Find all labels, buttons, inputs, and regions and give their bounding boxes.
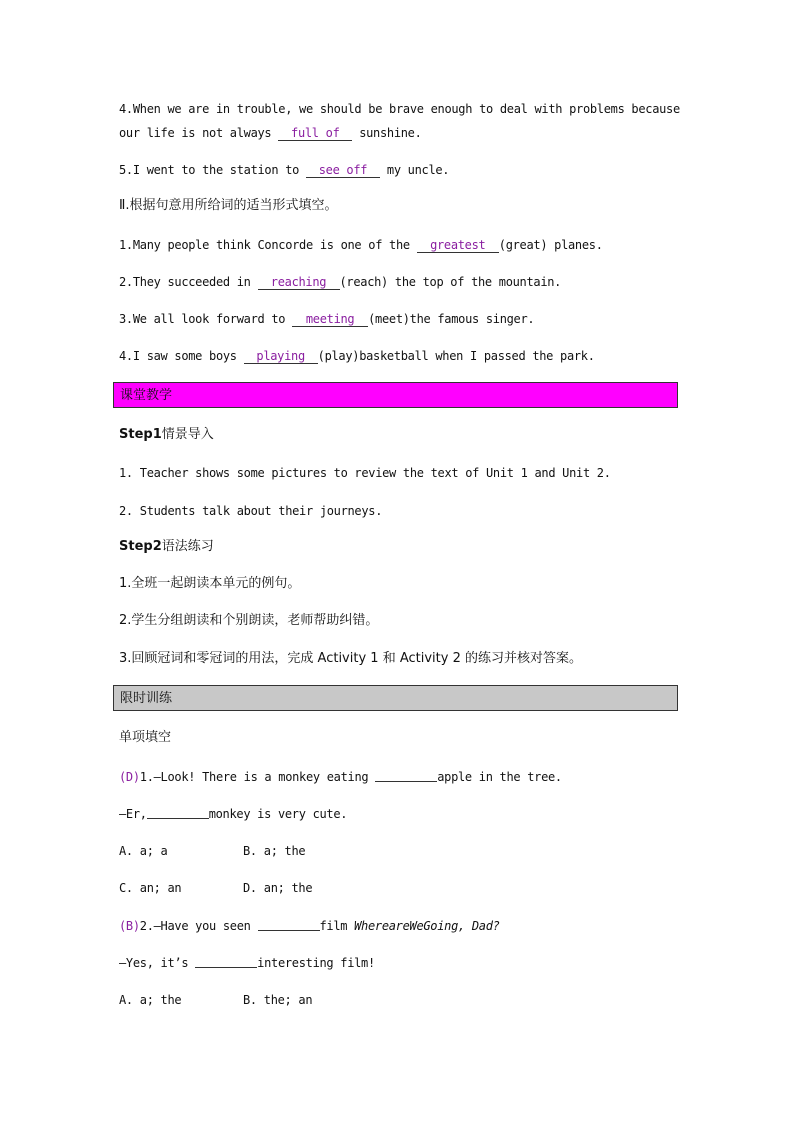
question-text: —Er, [119,807,147,821]
step-title: 语法练习 [161,539,214,554]
mc-question-1-line2 [119,806,347,822]
step2-heading [119,539,214,555]
answer-blank: see off [306,163,380,178]
section-title: 课堂教学 [120,388,173,403]
question-text: 2.—Have you seen [139,919,258,933]
blank-line [258,918,320,931]
section-title: 限时训练 [120,691,173,706]
question-text: (play)basketball when I passed the park. [317,349,595,363]
answer-blank: reaching [258,275,340,290]
question-text: 3.We all look forward to [119,312,293,326]
blank-line [147,806,209,819]
answer-blank: meeting [292,312,368,327]
mc-options-row [119,843,305,859]
option-b: B. a; the [243,844,306,858]
question-text: film [319,919,355,933]
answer-key: (B) [119,919,140,933]
option-c: C. an; an [119,881,182,895]
question-5 [119,162,449,178]
option-a: A. a; the [119,993,182,1007]
question-text: interesting film! [257,956,375,970]
answer-blank: full of [278,126,352,141]
question-text: my uncle. [379,163,450,177]
question-text: 1.—Look! There is a monkey eating [139,770,376,784]
question-text: apple in the tree. [437,770,562,784]
answer-blank: playing [244,349,318,364]
question-1 [119,237,603,253]
question-text: 2.They succeeded in [119,275,258,289]
question-text: our life is not always [119,126,279,140]
section-bar-practice [113,685,678,711]
answer-key: (D) [119,770,140,784]
mc-options-row [119,992,312,1008]
question-text: 5.I went to the station to [119,163,306,177]
question-3 [119,311,534,327]
blank-line [195,955,257,968]
option-a: A. a; a [119,844,168,858]
step-label: Step2 [119,539,162,554]
question-4 [119,348,595,364]
film-title: WhereareWeGoing, Dad? [354,919,500,933]
option-d: D. an; the [243,881,313,895]
answer-blank: greatest [417,238,499,253]
question-4-line1: 4.When we are in trouble, we should be brave enough to deal with problems because [119,102,680,116]
mc-question-2-line2 [119,955,375,971]
practice-subheading: 单项填空 [119,730,172,745]
step2-item: 3.回顾冠词和零冠词的用法，完成 Activity 1 和 Activity 2 的练习并核对答案。 [119,651,582,666]
blank-line [375,769,437,782]
question-text: 4.I saw some boys [119,349,244,363]
step2-item: 1.全班一起朗读本单元的例句。 [119,576,301,591]
step1-item: 2. Students talk about their journeys. [119,504,383,518]
mc-question-2 [119,918,500,934]
step1-item: 1. Teacher shows some pictures to review the text of Unit 1 and Unit 2. [119,466,611,480]
question-text: —Yes, it’s [119,956,196,970]
mc-question-1 [119,769,562,785]
question-text: 1.Many people think Concorde is one of the [119,238,417,252]
question-text: sunshine. [352,126,422,140]
question-text: (reach) the top of the mountain. [339,275,562,289]
step-label: Step1 [119,427,162,442]
mc-options-row [119,880,312,896]
option-b: B. the; an [243,993,313,1007]
step2-item: 2.学生分组朗读和个别朗读，老师帮助纠错。 [119,613,379,628]
question-text: (great) planes. [498,238,603,252]
question-2 [119,274,561,290]
step-title: 情景导入 [161,427,214,442]
section-bar-classroom [113,382,678,408]
question-text: (meet)the famous singer. [368,312,535,326]
section-heading: Ⅱ.根据句意用所给词的适当形式填空。 [119,198,338,213]
question-4-line2 [119,125,422,141]
step1-heading [119,427,214,443]
question-text: monkey is very cute. [208,807,348,821]
